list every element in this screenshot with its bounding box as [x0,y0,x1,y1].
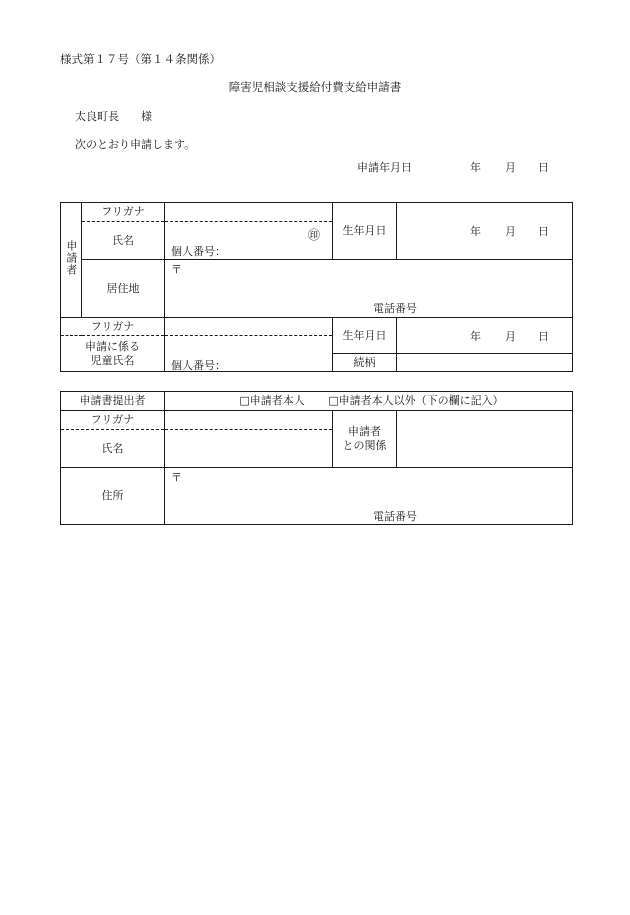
applicant-name-field[interactable] [165,222,333,260]
submitter-options [165,392,573,411]
applicant-group-cell [61,203,82,318]
submitter-option-other[interactable]: □申請者本人以外（下の欄に記入） [328,394,504,408]
intro-text: 次のとおり申請します。 [75,138,196,151]
applicant-name-label: 氏名 [82,222,165,260]
applicant-birth-year: 年 [470,225,481,238]
submitter-address-field[interactable] [165,468,573,525]
applicant-my-number-label: 個人番号： [171,245,226,258]
application-date-label: 申請年月日 [357,161,412,174]
application-date-day: 日 [538,161,549,174]
child-relationship-field[interactable] [397,354,573,372]
applicant-furigana-label: フリガナ [82,203,165,222]
application-date-month: 月 [505,161,516,174]
submitter-address-label: 住所 [61,468,165,525]
submitter-name-field[interactable] [165,430,333,468]
form-number: 様式第１７号（第１４条関係） [60,52,221,66]
application-date-year: 年 [470,161,481,174]
child-relationship-label: 続柄 [333,354,397,372]
child-birth-year: 年 [470,330,481,343]
applicant-birth-month: 月 [505,225,516,238]
submitter-table [60,391,573,525]
applicant-furigana-field[interactable] [165,203,333,222]
submitter-furigana-label: フリガナ [61,411,165,430]
submitter-relation-line1: 申請者 [348,425,381,439]
applicant-address-field[interactable] [165,260,573,318]
document-title: 障害児相談支援給付費支給申請書 [228,80,402,94]
child-name-label-line1: 申請に係る [85,339,140,353]
postal-mark: 〒 [171,263,182,276]
submitter-name-label: 氏名 [61,430,165,468]
child-name-label-line2: 児童氏名 [90,353,135,367]
addressee: 太良町長 様 [75,110,152,123]
child-birth-month: 月 [505,330,516,343]
seal-mark: ㊞ [308,228,321,242]
submitter-relation-label [333,411,397,468]
applicant-address-label: 居住地 [82,260,165,318]
child-birthdate-label: 生年月日 [333,318,397,354]
submitter-option-self[interactable]: □申請者本人 [239,394,305,408]
submitter-phone-label: 電話番号 [373,510,417,523]
submitter-label: 申請書提出者 [61,392,165,411]
applicant-phone-label: 電話番号 [373,302,417,315]
child-name-field[interactable] [165,336,333,372]
child-furigana-label: フリガナ [61,318,165,336]
submitter-relation-field[interactable] [397,411,573,468]
applicant-birthdate-label: 生年月日 [333,203,397,260]
submitter-relation-line2: との関係 [342,439,387,452]
child-my-number-label: 個人番号： [171,359,226,372]
applicant-birth-day: 日 [538,225,549,238]
child-birthdate-field[interactable] [397,318,573,354]
child-name-label [61,336,165,372]
submitter-postal-mark: 〒 [171,471,182,484]
applicant-group-label: 申請者 [64,240,78,277]
child-birth-day: 日 [538,330,549,343]
applicant-table [60,202,573,372]
submitter-furigana-field[interactable] [165,411,333,430]
child-furigana-field[interactable] [165,318,333,336]
applicant-birthdate-field[interactable] [397,203,573,260]
